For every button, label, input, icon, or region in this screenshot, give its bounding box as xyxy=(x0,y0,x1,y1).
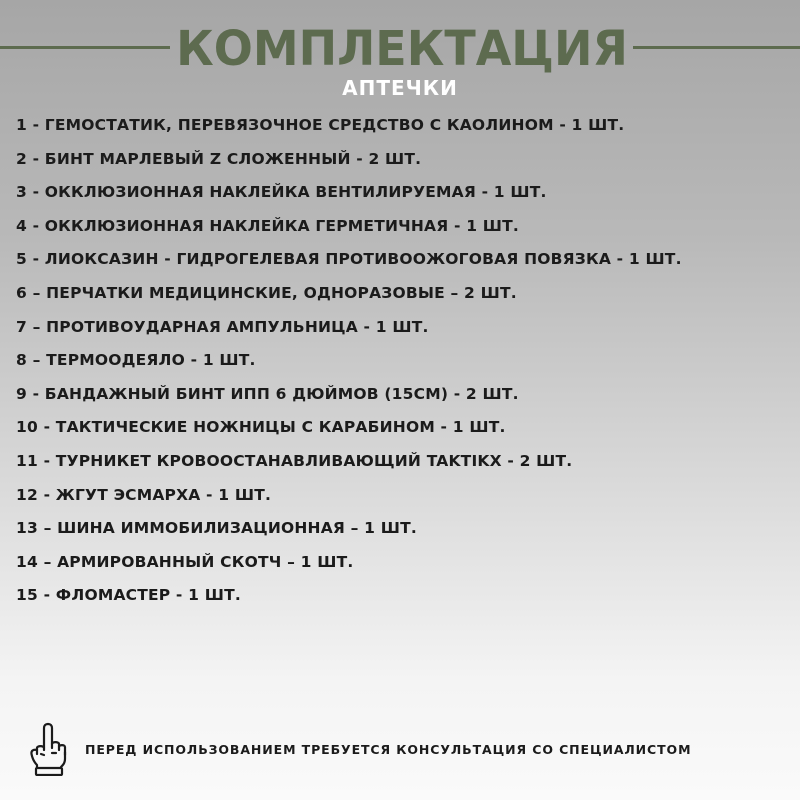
list-item: 4 - ОККЛЮЗИОННАЯ НАКЛЕЙКА ГЕРМЕТИЧНАЯ - 1 ШТ. xyxy=(16,216,519,235)
list-item: 14 – АРМИРОВАННЫЙ СКОТЧ – 1 ШТ. xyxy=(16,552,354,571)
title-divider-right xyxy=(633,46,800,49)
list-item: 10 - ТАКТИЧЕСКИЕ НОЖНИЦЫ С КАРАБИНОМ - 1 ШТ. xyxy=(16,418,506,437)
page-subtitle: АПТЕЧКИ xyxy=(342,76,458,100)
list-item: 13 – ШИНА ИММОБИЛИЗАЦИОННАЯ – 1 ШТ. xyxy=(16,519,417,538)
list-item: 11 - ТУРНИКЕТ КРОВООСТАНАВЛИВАЮЩИЙ TAKTIKX - 2 ШТ. xyxy=(16,451,573,470)
disclaimer-text: ПЕРЕД ИСПОЛЬЗОВАНИЕМ ТРЕБУЕТСЯ КОНСУЛЬТАЦИЯ СО СПЕЦИАЛИСТОМ xyxy=(85,742,692,757)
page-title: КОМПЛЕКТАЦИЯ xyxy=(176,19,628,77)
list-item: 1 - ГЕМОСТАТИК, ПЕРЕВЯЗОЧНОЕ СРЕДСТВО С КАОЛИНОМ - 1 ШТ. xyxy=(16,116,625,134)
kit-items-list xyxy=(16,113,796,617)
list-item: 8 – ТЕРМООДЕЯЛО - 1 ШТ. xyxy=(16,351,256,370)
list-item: 15 - ФЛОМАСТЕР - 1 ШТ. xyxy=(16,586,241,605)
footer xyxy=(28,722,788,778)
list-item: 7 – ПРОТИВОУДАРНАЯ АМПУЛЬНИЦА - 1 ШТ. xyxy=(16,317,429,336)
pointing-finger-icon xyxy=(28,722,68,776)
list-item: 12 - ЖГУТ ЭСМАРХА - 1 ШТ. xyxy=(16,485,272,504)
header xyxy=(0,18,800,78)
list-item: 9 - БАНДАЖНЫЙ БИНТ ИПП 6 ДЮЙМОВ (15СМ) - 2 ШТ. xyxy=(16,384,519,403)
title-divider-left xyxy=(0,46,170,49)
list-item: 6 – ПЕРЧАТКИ МЕДИЦИНСКИЕ, ОДНОРАЗОВЫЕ – 2 ШТ. xyxy=(16,283,517,302)
list-item: 2 - БИНТ МАРЛЕВЫЙ Z СЛОЖЕННЫЙ - 2 ШТ. xyxy=(16,149,422,168)
list-item: 3 - ОККЛЮЗИОННАЯ НАКЛЕЙКА ВЕНТИЛИРУЕМАЯ - 1 ШТ. xyxy=(16,183,547,202)
list-item: 5 - ЛИОКСАЗИН - ГИДРОГЕЛЕВАЯ ПРОТИВООЖОГОВАЯ ПОВЯЗКА - 1 ШТ. xyxy=(16,250,682,269)
